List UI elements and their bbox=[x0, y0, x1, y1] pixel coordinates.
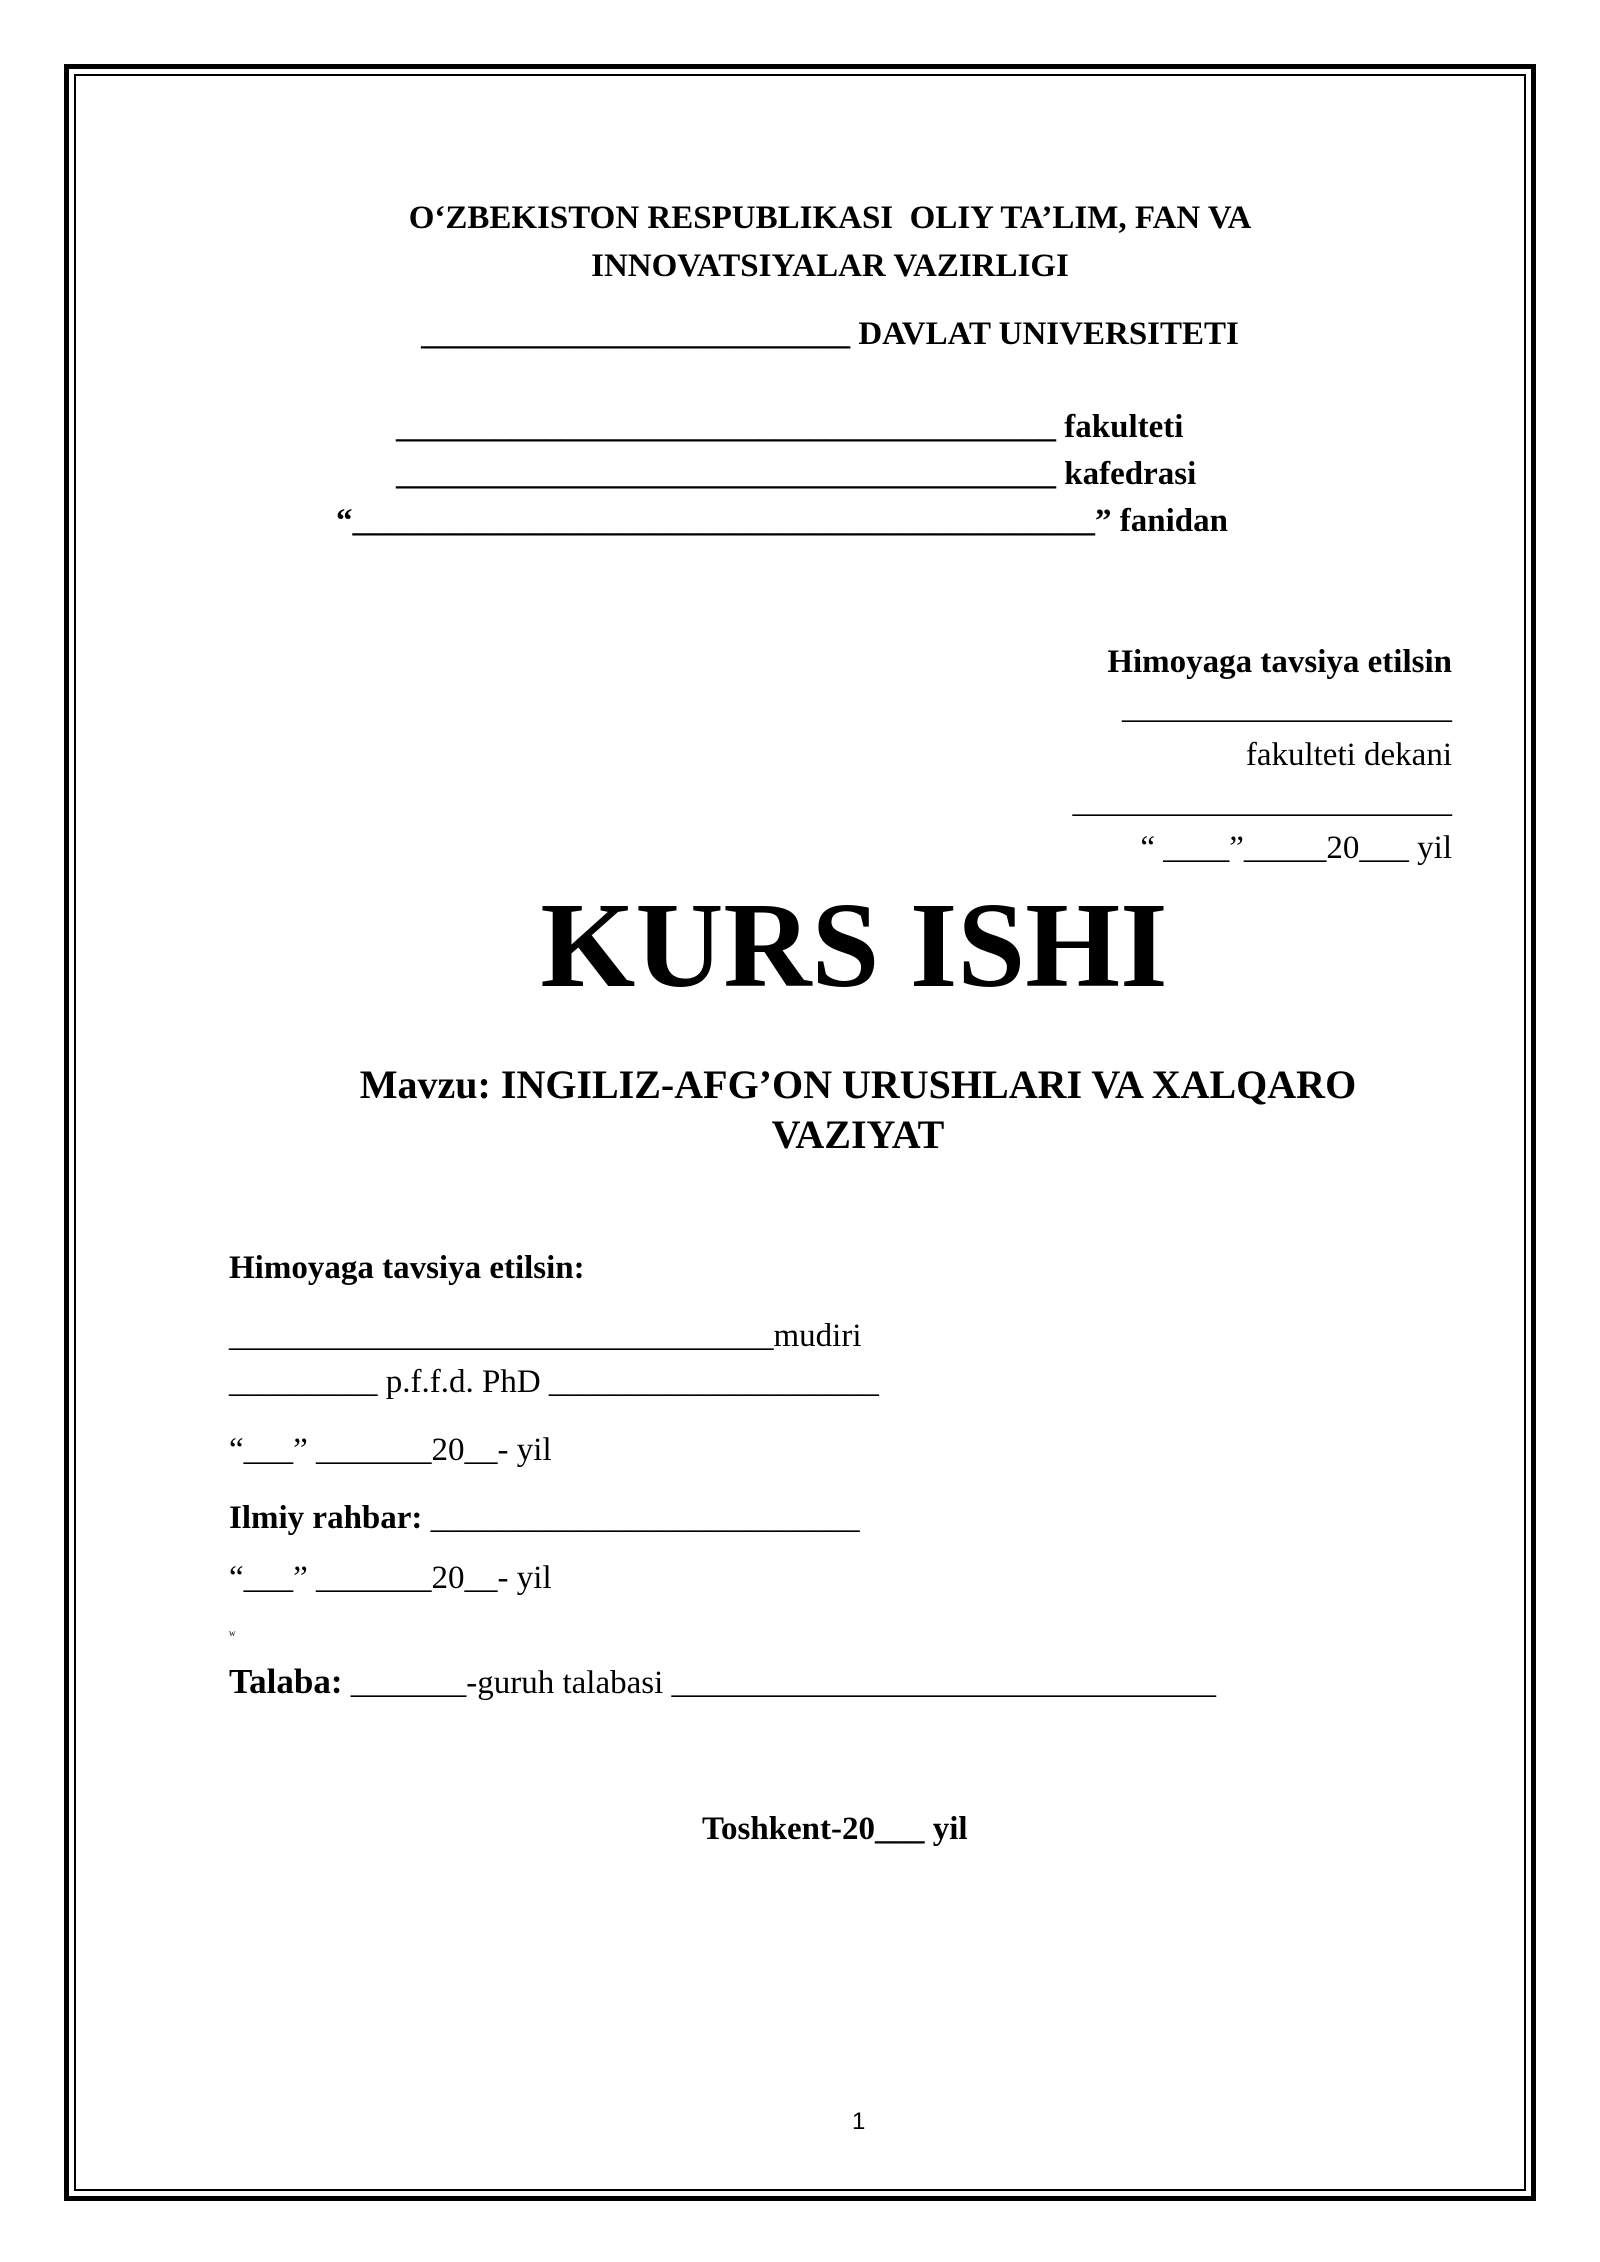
stray-mark: w bbox=[229, 1628, 236, 1638]
topic-line-2: VAZIYAT bbox=[771, 1112, 945, 1157]
student-group-blank: _______-guruh talabasi _________________________________ bbox=[342, 1665, 1217, 1701]
university-line: __________________________ DAVLAT UNIVERSITETI bbox=[421, 316, 1239, 352]
city-year: Toshkent-20___ yil bbox=[702, 1811, 968, 1847]
ministry-line-2: INNOVATSIYALAR VAZIRLIGI bbox=[591, 248, 1069, 284]
supervisor-line bbox=[229, 1500, 860, 1538]
student-line bbox=[229, 1662, 1216, 1703]
approval-date-2: “___” _______20__- yil bbox=[229, 1560, 552, 1596]
approval-heading: Himoyaga tavsiya etilsin: bbox=[229, 1250, 585, 1286]
page-number: 1 bbox=[852, 2108, 866, 2135]
dean-role: fakulteti dekani bbox=[1245, 737, 1452, 773]
dean-name-blank: ____________________ bbox=[1122, 690, 1452, 726]
student-label: Talaba: bbox=[229, 1662, 343, 1701]
dean-signature-blank: _______________________ bbox=[1072, 784, 1452, 820]
dean-date: “ ____”_____20___ yil bbox=[1140, 830, 1452, 866]
faculty-line: ________________________________________ fakulteti bbox=[396, 409, 1184, 445]
supervisor-label: Ilmiy rahbar: bbox=[229, 1500, 423, 1536]
department-head-line: _________________________________mudiri bbox=[229, 1318, 862, 1354]
topic-line-1: Mavzu: INGILIZ-AFG’ON URUSHLARI VA XALQARO bbox=[359, 1062, 1357, 1107]
subject-line: “_____________________________________________” fanidan bbox=[336, 503, 1228, 539]
ministry-line-1: O‘ZBEKISTON RESPUBLIKASI OLIY TA’LIM, FAN VA bbox=[408, 200, 1252, 236]
document-title: KURS ISHI bbox=[540, 878, 1168, 1013]
dean-approval-title: Himoyaga tavsiya etilsin bbox=[1107, 644, 1452, 680]
supervisor-blank: __________________________ bbox=[422, 1500, 860, 1536]
degree-line: _________ p.f.f.d. PhD ____________________ bbox=[229, 1364, 879, 1400]
approval-date-1: “___” _______20__- yil bbox=[229, 1432, 552, 1468]
department-line: ________________________________________ kafedrasi bbox=[396, 456, 1197, 492]
